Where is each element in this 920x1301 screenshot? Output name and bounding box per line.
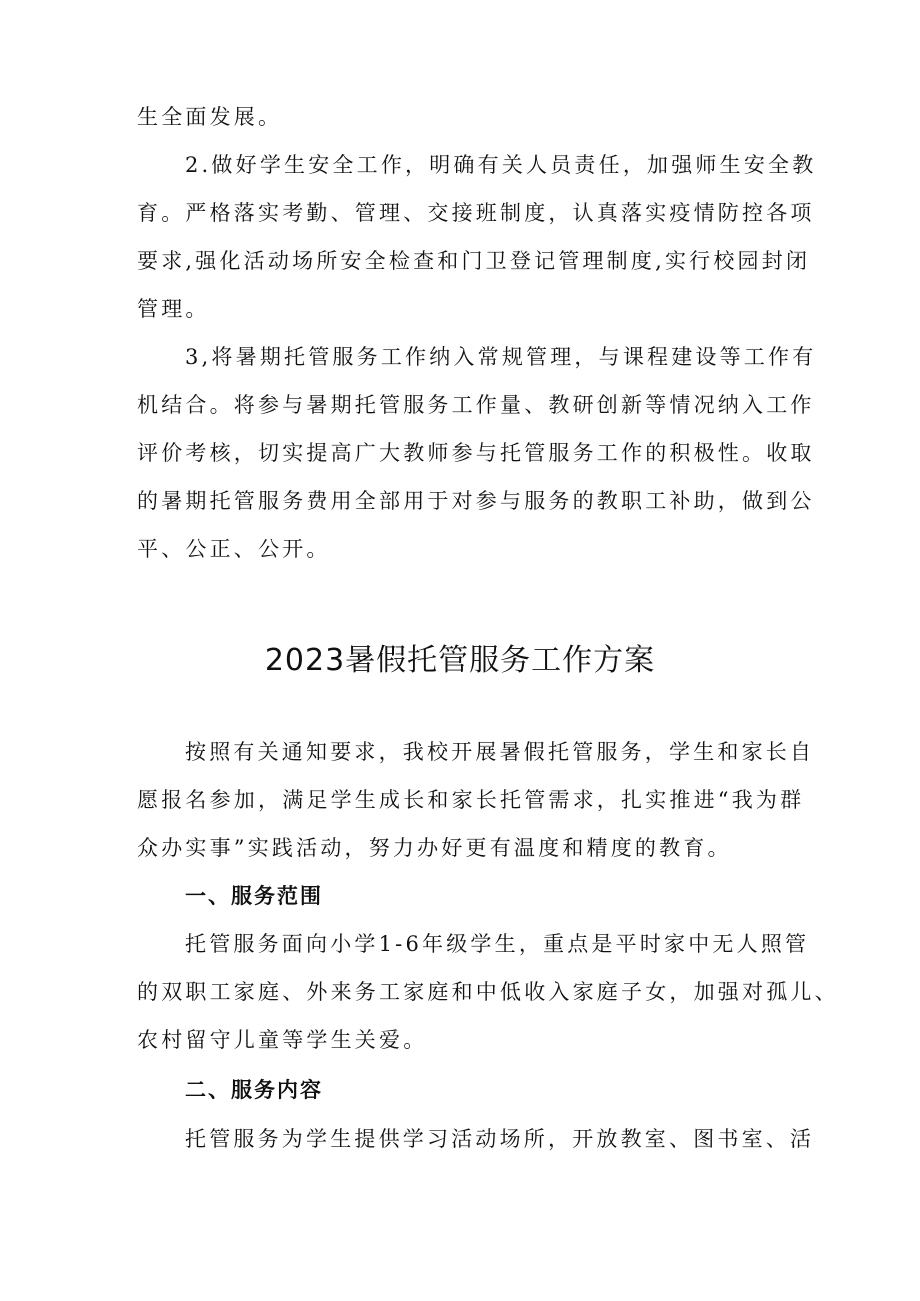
item2-line: 育。严格落实考勤、管理、交接班制度，认真落实疫情防控各项 [137,201,815,225]
section1-line: 的双职工家庭、外来务工家庭和中低收入家庭子女，加强对孤儿、 [137,980,839,1004]
section2-heading: 二、服务内容 [185,1078,323,1102]
section1-line: 农村留守儿童等学生关爱。 [137,1028,428,1052]
item3-line: 平、公正、公开。 [137,537,331,561]
item3-line: 的暑期托管服务费用全部用于对参与服务的教职工补助，做到公 [137,489,815,513]
section2-line: 托管服务为学生提供学习活动场所，开放教室、图书室、活 [185,1127,815,1151]
intro-line: 愿报名参加，满足学生成长和家长托管需求，扎实推进“我为群 [137,788,805,812]
intro-line: 众办实事”实践活动，努力办好更有温度和精度的教育。 [137,836,732,860]
item3-line: 3,将暑期托管服务工作纳入常规管理，与课程建设等工作有 [185,345,817,369]
section1-line: 托管服务面向小学1-6年级学生，重点是平时家中无人照管 [185,932,810,956]
item3-line: 评价考核，切实提高广大教师参与托管服务工作的积极性。收取 [137,441,815,465]
item2-line: 管理。 [137,297,210,321]
intro-line: 按照有关通知要求，我校开展暑假托管服务，学生和家长自 [185,740,815,764]
item2-line: 要求,强化活动场所安全检查和门卫登记管理制度,实行校园封闭 [137,249,811,273]
document-title: 2023暑假托管服务工作方案 [264,643,656,678]
continuation-line: 生全面发展。 [137,105,283,129]
item3-line: 机结合。将参与暑期托管服务工作量、教研创新等情况纳入工作 [137,393,815,417]
item2-line: 2.做好学生安全工作，明确有关人员责任，加强师生安全教 [185,153,817,177]
section1-heading: 一、服务范围 [185,884,323,908]
